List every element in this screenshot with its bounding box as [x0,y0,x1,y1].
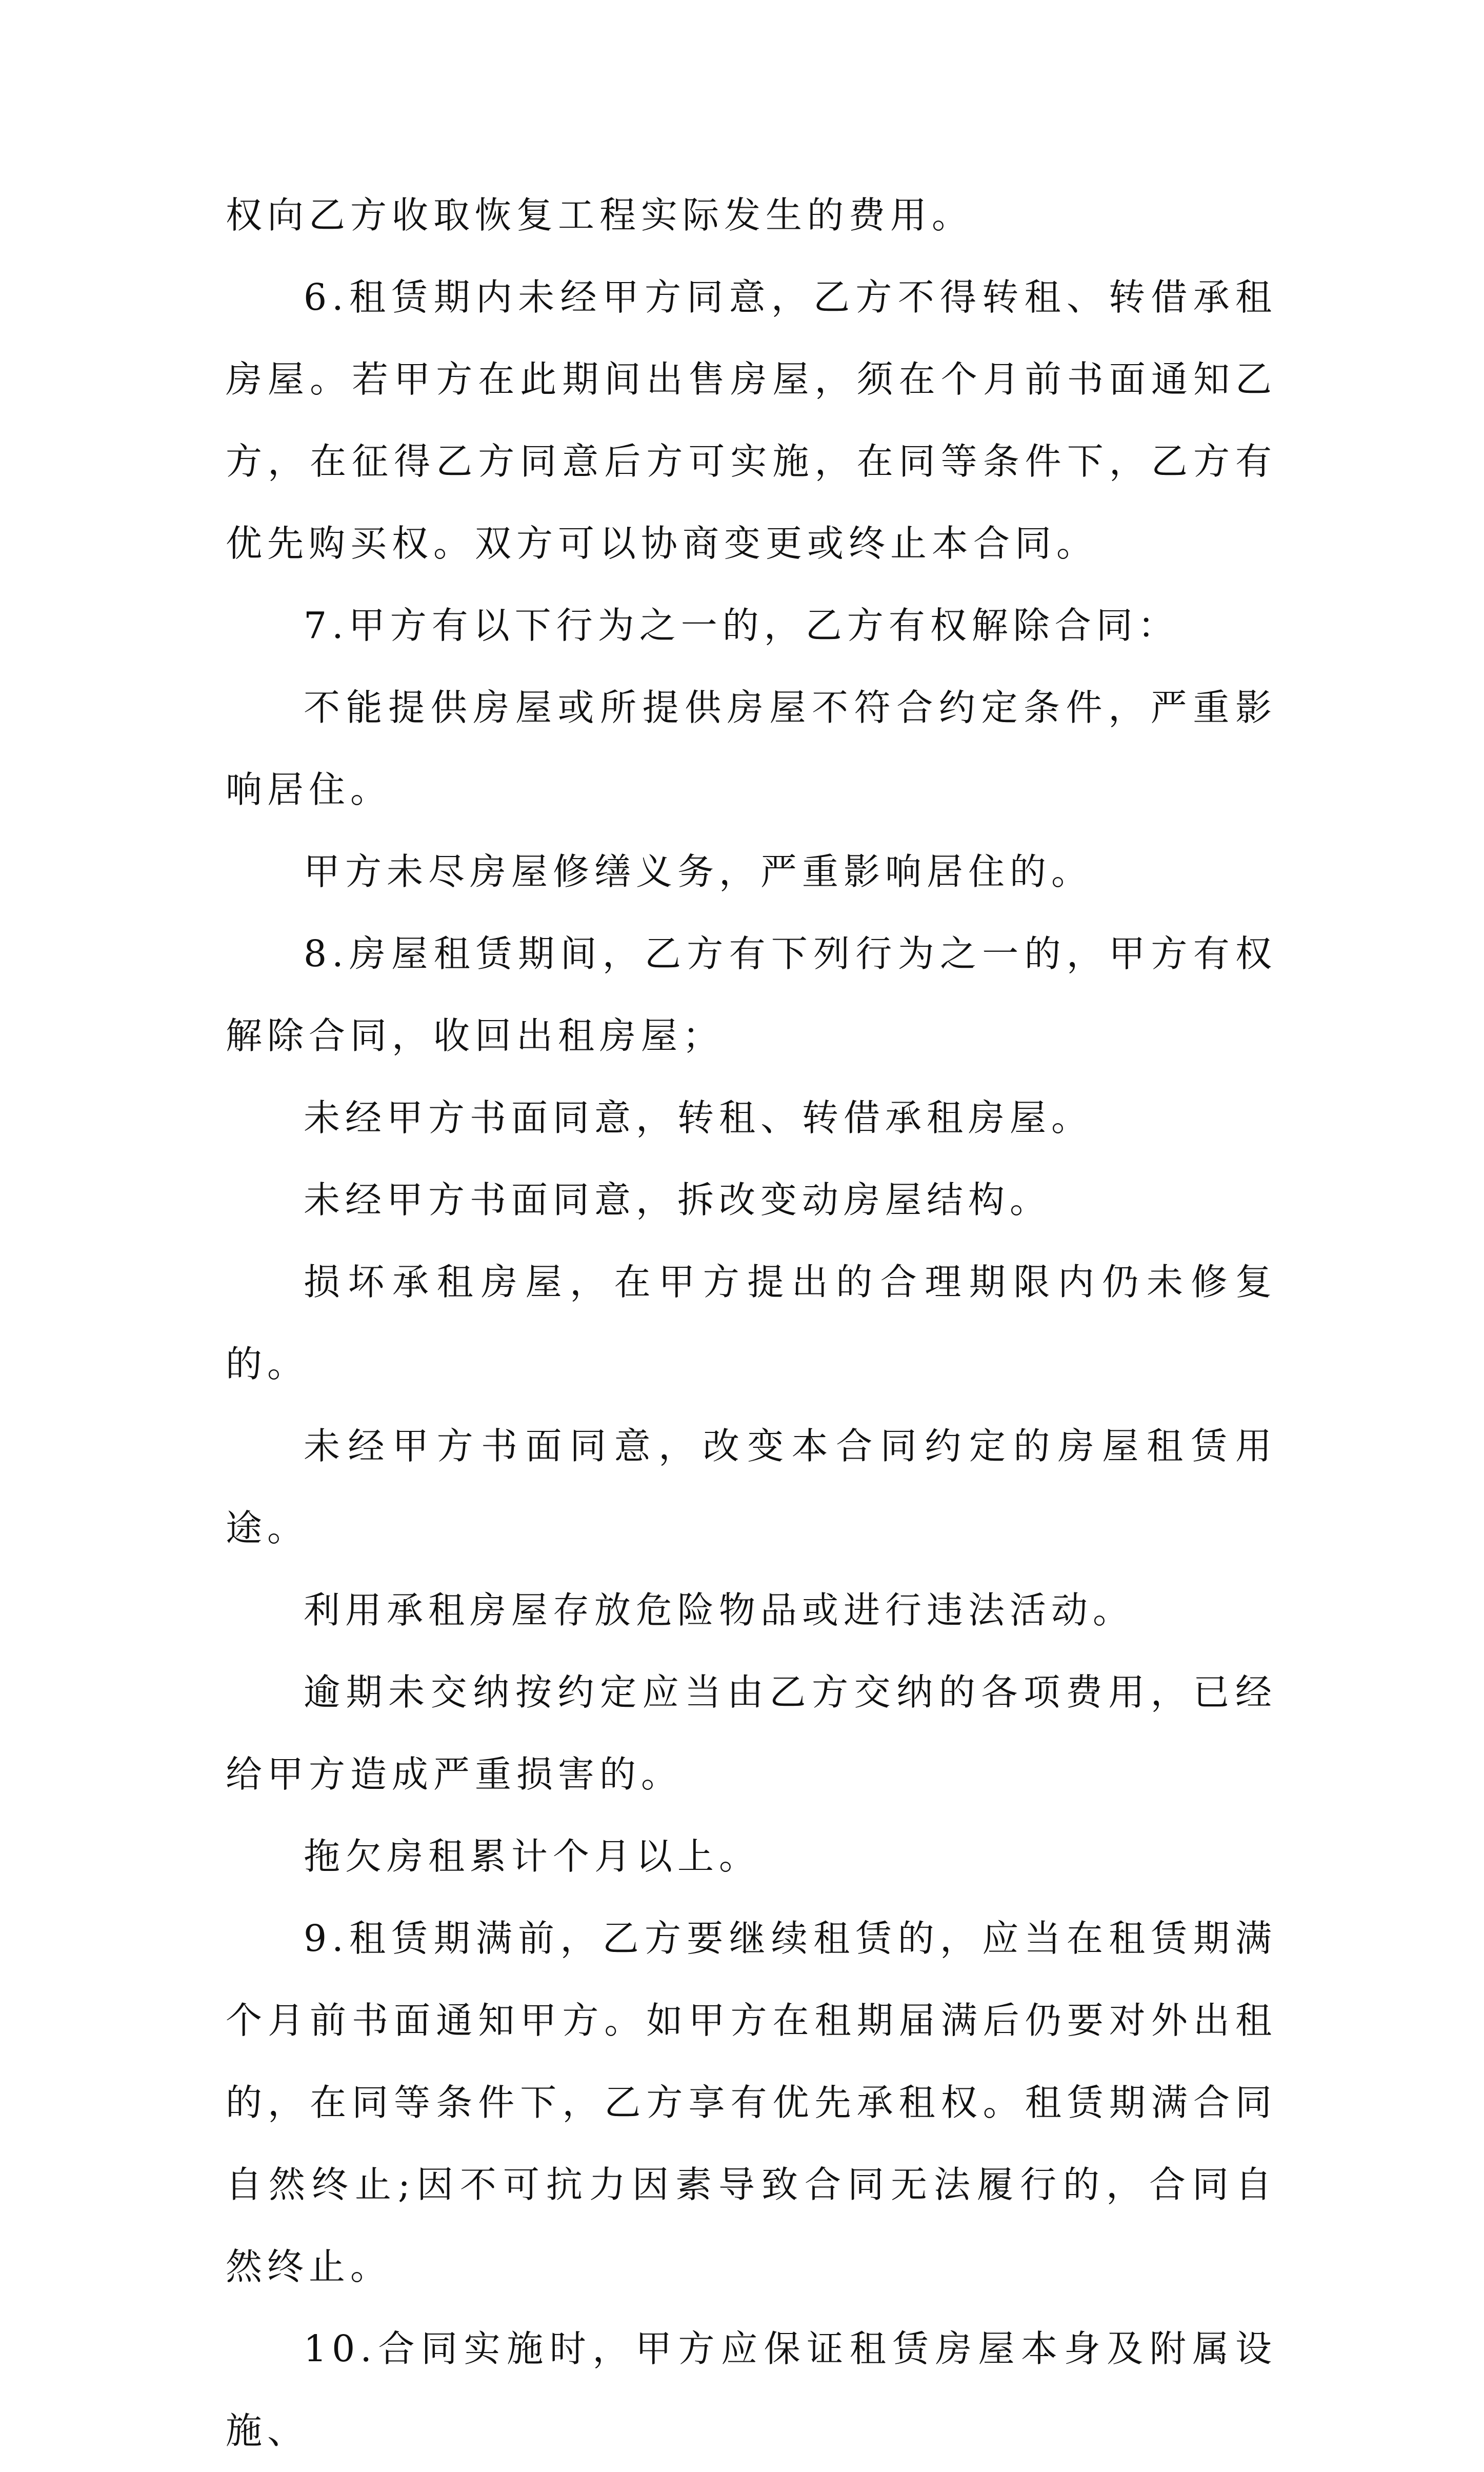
paragraph-2: 6.租赁期内未经甲方同意，乙方不得转租、转借承租房屋。若甲方在此期间出售房屋，须在个月前书面通知乙方，在征得乙方同意后方可实施，在同等条件下，乙方有优先购买权。双方可以协商变更或终止本合同。 [226,276,1277,565]
paragraph-14: 9.租赁期满前，乙方要继续租赁的，应当在租赁期满个月前书面通知甲方。如甲方在租期届满后仍要对外出租的，在同等条件下，乙方享有优先承租权。租赁期满合同自然终止;因不可抗力因素导致合同无法履行的，合同自然终止。 [226,1917,1277,2288]
paragraph-12: 逾期未交纳按约定应当由乙方交纳的各项费用，已经给甲方造成严重损害的。 [226,1671,1277,1796]
paragraph-3: 7.甲方有以下行为之一的，乙方有权解除合同： [304,604,1179,647]
paragraph-10: 未经甲方书面同意，改变本合同约定的房屋租赁用途。 [226,1425,1277,1549]
paragraph-6: 8.房屋租赁期间，乙方有下列行为之一的，甲方有权解除合同，收回出租房屋； [226,932,1277,1057]
paragraph-15: 10.合同实施时，甲方应保证租赁房屋本身及附属设施、 [226,2327,1277,2452]
paragraph-5: 甲方未尽房屋修缮义务，严重影响居住的。 [304,850,1093,893]
paragraph-9: 损坏承租房屋，在甲方提出的合理期限内仍未修复的。 [226,1261,1277,1385]
paragraph-4: 不能提供房屋或所提供房屋不符合约定条件，严重影响居住。 [226,686,1277,811]
paragraph-8: 未经甲方书面同意，拆改变动房屋结构。 [304,1179,1052,1221]
paragraph-7: 未经甲方书面同意，转租、转借承租房屋。 [304,1097,1093,1139]
paragraph-11: 利用承租房屋存放危险物品或进行违法活动。 [304,1589,1135,1631]
paragraph-1: 权向乙方收取恢复工程实际发生的费用。 [226,194,974,236]
paragraph-13: 拖欠房租累计个月以上。 [304,1835,761,1878]
document-body [226,174,1277,2472]
